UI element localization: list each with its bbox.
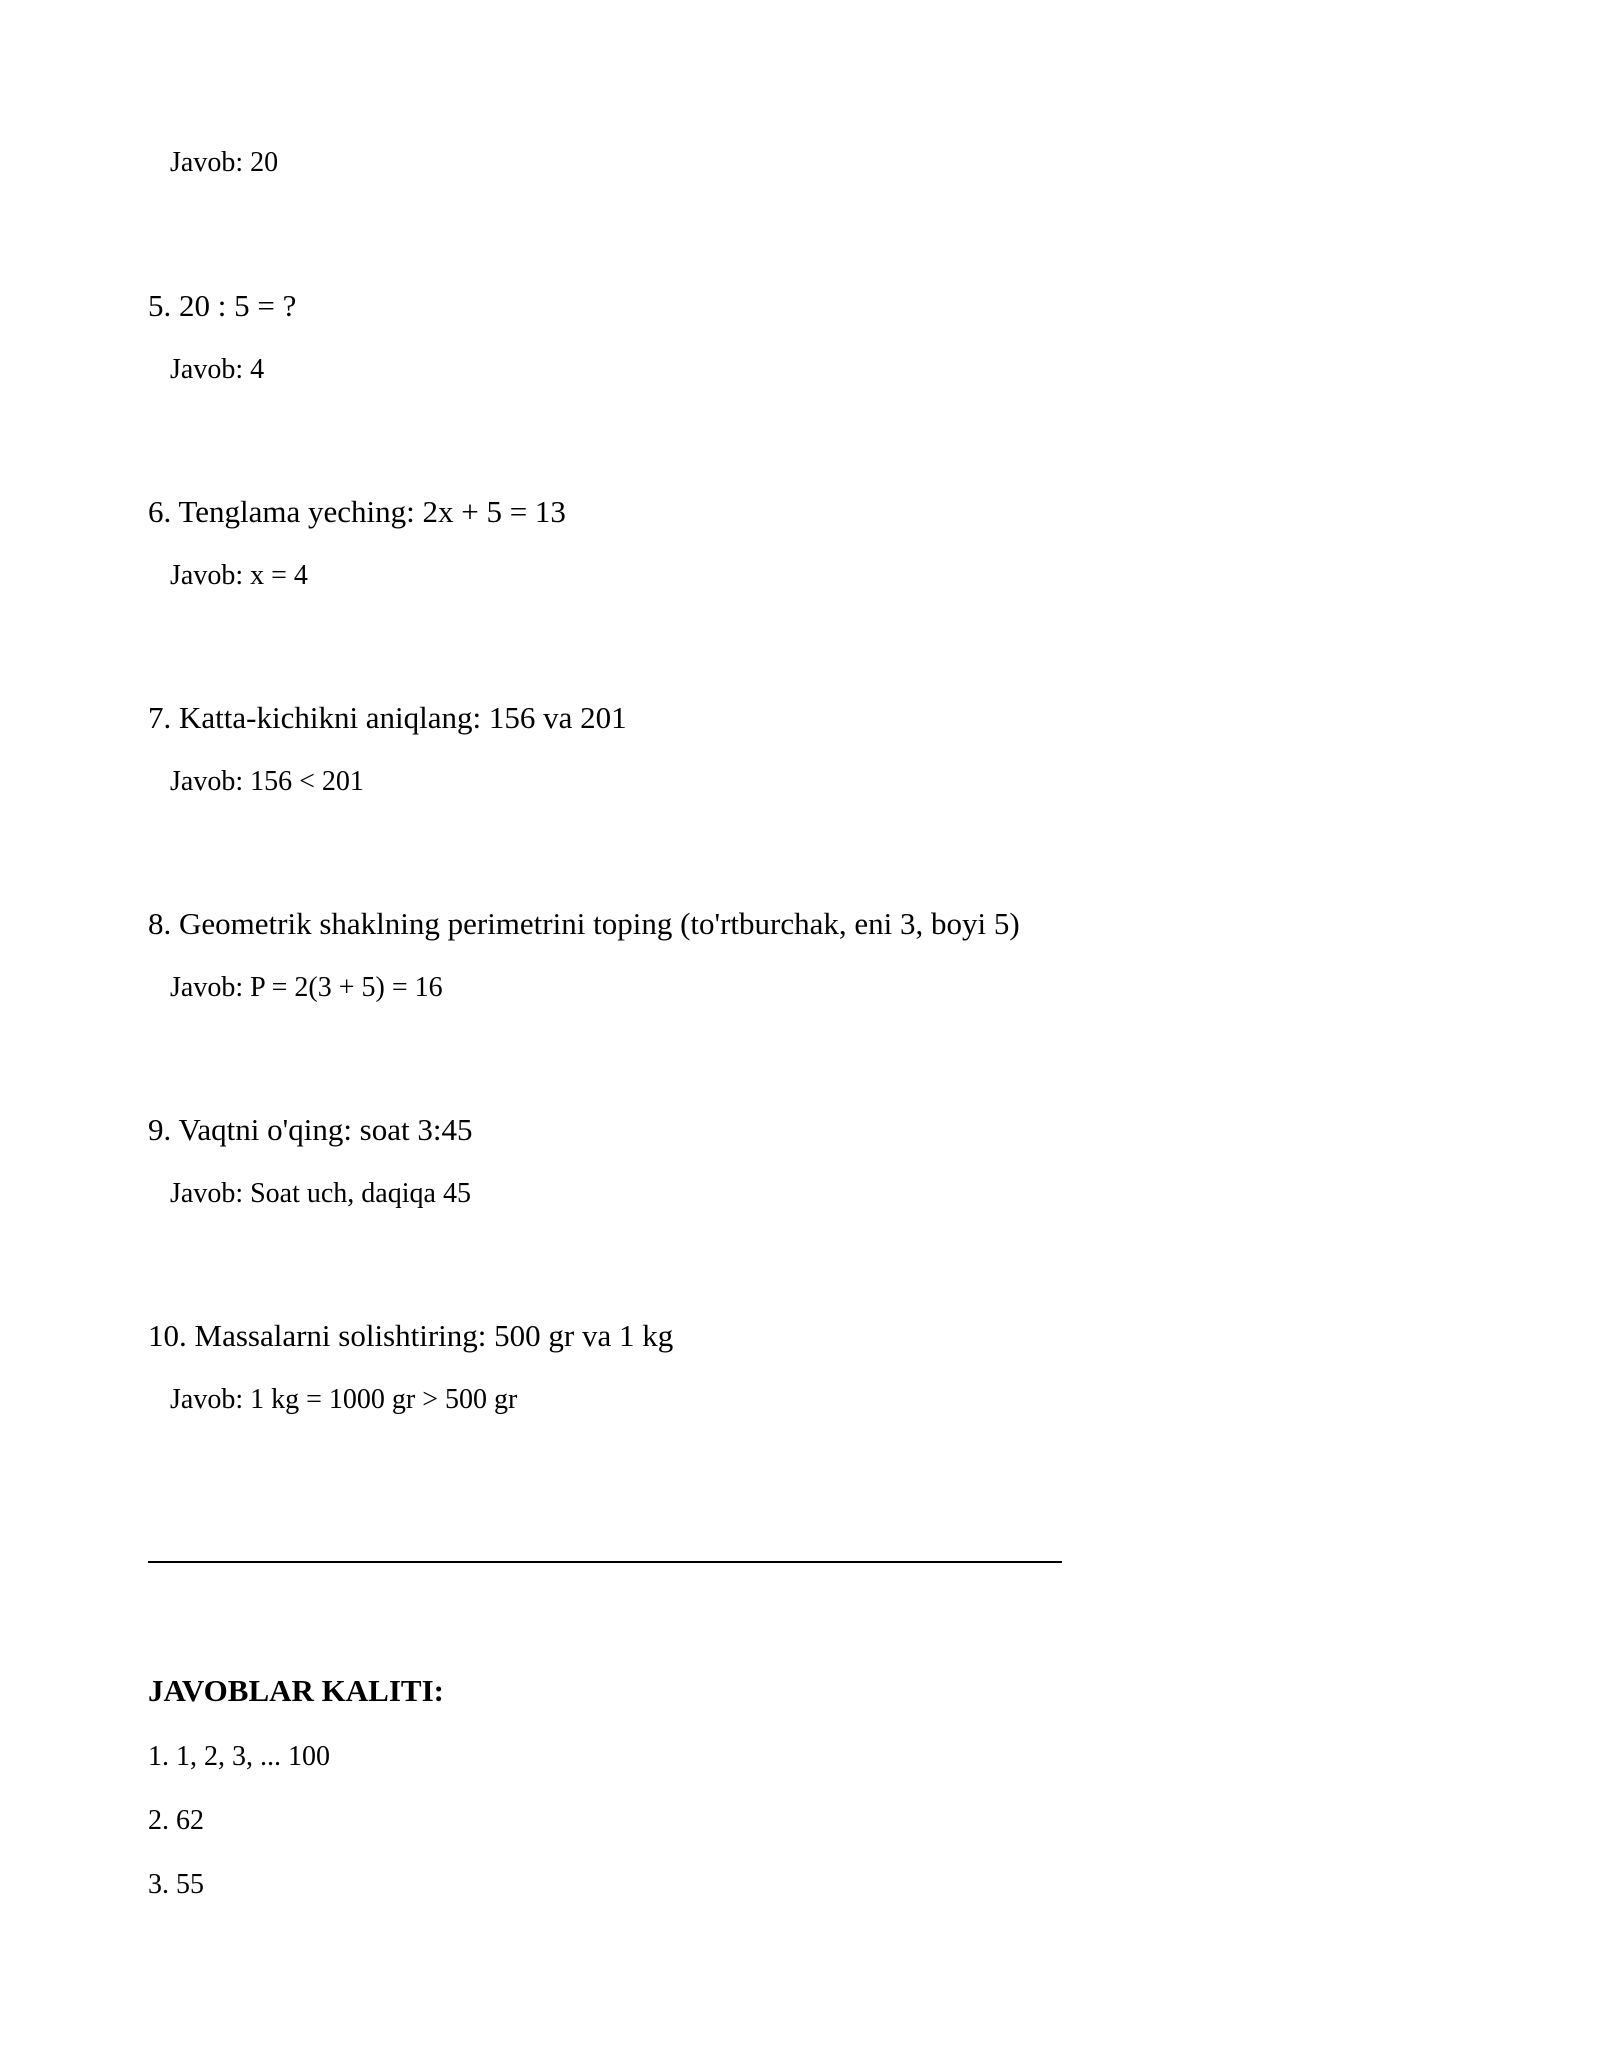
answer-7: Javob: 156 < 201 [170,766,364,797]
answer-key-item: 3. 55 [148,1869,204,1900]
answer-9: Javob: Soat uch, daqiqa 45 [170,1178,471,1209]
answer-key-item: 2. 62 [148,1805,204,1836]
question-9: 9. Vaqtni o'qing: soat 3:45 [148,1112,473,1147]
answer-5: Javob: 4 [170,354,265,385]
answer-8: Javob: P = 2(3 + 5) = 16 [170,972,443,1003]
question-7: 7. Katta-kichikni aniqlang: 156 va 201 [148,700,627,735]
question-10: 10. Massalarni solishtiring: 500 gr va 1 kg [148,1318,674,1353]
question-5: 5. 20 : 5 = ? [148,288,297,323]
question-8: 8. Geometrik shaklning perimetrini toping (to'rtburchak, eni 3, boyi 5) [148,906,1020,941]
answer-4: Javob: 20 [170,147,279,178]
answer-6: Javob: x = 4 [170,560,308,591]
section-divider [148,1561,1062,1563]
answer-key-item: 1. 1, 2, 3, ... 100 [148,1741,330,1772]
answer-key-heading: JAVOBLAR KALITI: [148,1673,444,1708]
answer-10: Javob: 1 kg = 1000 gr > 500 gr [170,1384,518,1415]
question-6: 6. Tenglama yeching: 2x + 5 = 13 [148,494,566,529]
